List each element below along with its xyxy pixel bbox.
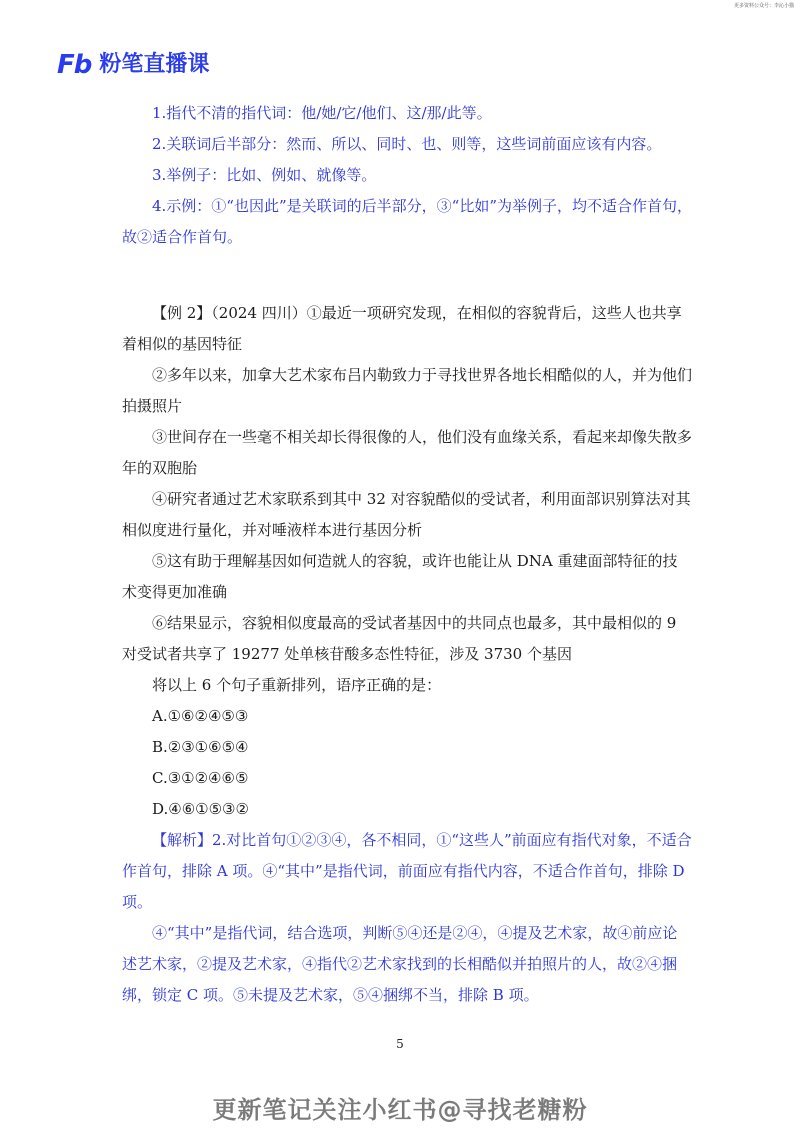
note-line: 3.举例子：比如、例如、就像等。 (152, 166, 377, 184)
option-d: D.④⑥①⑤③② (152, 800, 249, 818)
analysis-paragraph: ④“其中”是指代词，结合选项，判断⑤④还是②④，④提及艺术家，故④前应论述艺术家，②提及艺术家，④指代②艺术家找到的长相酷似并拍照片的人，故②④捆绑，锁定 C 项。⑤未提及艺术家，⑤④捆绑不当，排除 B 项。 (122, 924, 678, 1004)
option-a: A.①⑥②④⑤③ (152, 707, 249, 725)
example-heading: 【例 2】（2024 四川）①最近一项研究发现，在相似的容貌背后，这些人也共享着相似的基因特征 (122, 304, 682, 353)
note-line: 2.关联词后半部分：然而、所以、同时、也、则等，这些词前面应该有内容。 (152, 135, 662, 153)
logo-mark: Fb (57, 50, 92, 80)
example-sentence: ⑥结果显示，容貌相似度最高的受试者基因中的共同点也最多，其中最相似的 9 对受试者共享了 19277 处单核苷酸多态性特征，涉及 3730 个基因 (122, 614, 677, 663)
analysis-paragraph: 【解析】2.对比首句①②③④，各不相同，①“这些人”前面应有指代对象，不适合作首句，排除 A 项。④“其中”是指代词，前面应有指代内容，不适合作首句，排除 D 项。 (122, 831, 692, 911)
note-line: 1.指代不清的指代词：他/她/它/他们、这/那/此等。 (152, 104, 492, 122)
brand-logo (57, 52, 209, 78)
example-sentence: ④研究者通过艺术家联系到其中 32 对容貌酷似的受试者，利用面部识别算法对其相似度进行量化，并对唾液样本进行基因分析 (122, 490, 691, 539)
watermark: 更新笔记关注小红书@寻找老糖粉 (212, 1096, 588, 1124)
spacer (122, 253, 692, 298)
example-sentence: ⑤这有助于理解基因如何造就人的容貌，或许也能让从 DNA 重建面部特征的技术变得更加准确 (122, 552, 678, 601)
question-prompt: 将以上 6 个句子重新排列，语序正确的是： (152, 676, 442, 694)
example-sentence: ③世间存在一些毫不相关却长得很像的人，他们没有血缘关系，看起来却像失散多年的双胞胎 (122, 428, 693, 477)
note-line: 4.示例：①“也因此”是关联词的后半部分，③“比如”为举例子，均不适合作首句，故②适合作首句。 (122, 197, 692, 246)
example-sentence: ②多年以来，加拿大艺术家布吕内勒致力于寻找世界各地长相酷似的人，并为他们拍摄照片 (122, 366, 693, 415)
option-b: B.②③①⑥⑤④ (152, 738, 249, 756)
option-c: C.③①②④⑥⑤ (152, 769, 249, 787)
corner-note: 更多资料公众号：李沁小猫 (733, 3, 794, 9)
page-number: 5 (396, 1037, 404, 1051)
logo-text: 粉笔直播课 (99, 52, 210, 77)
page-content (122, 98, 692, 1011)
